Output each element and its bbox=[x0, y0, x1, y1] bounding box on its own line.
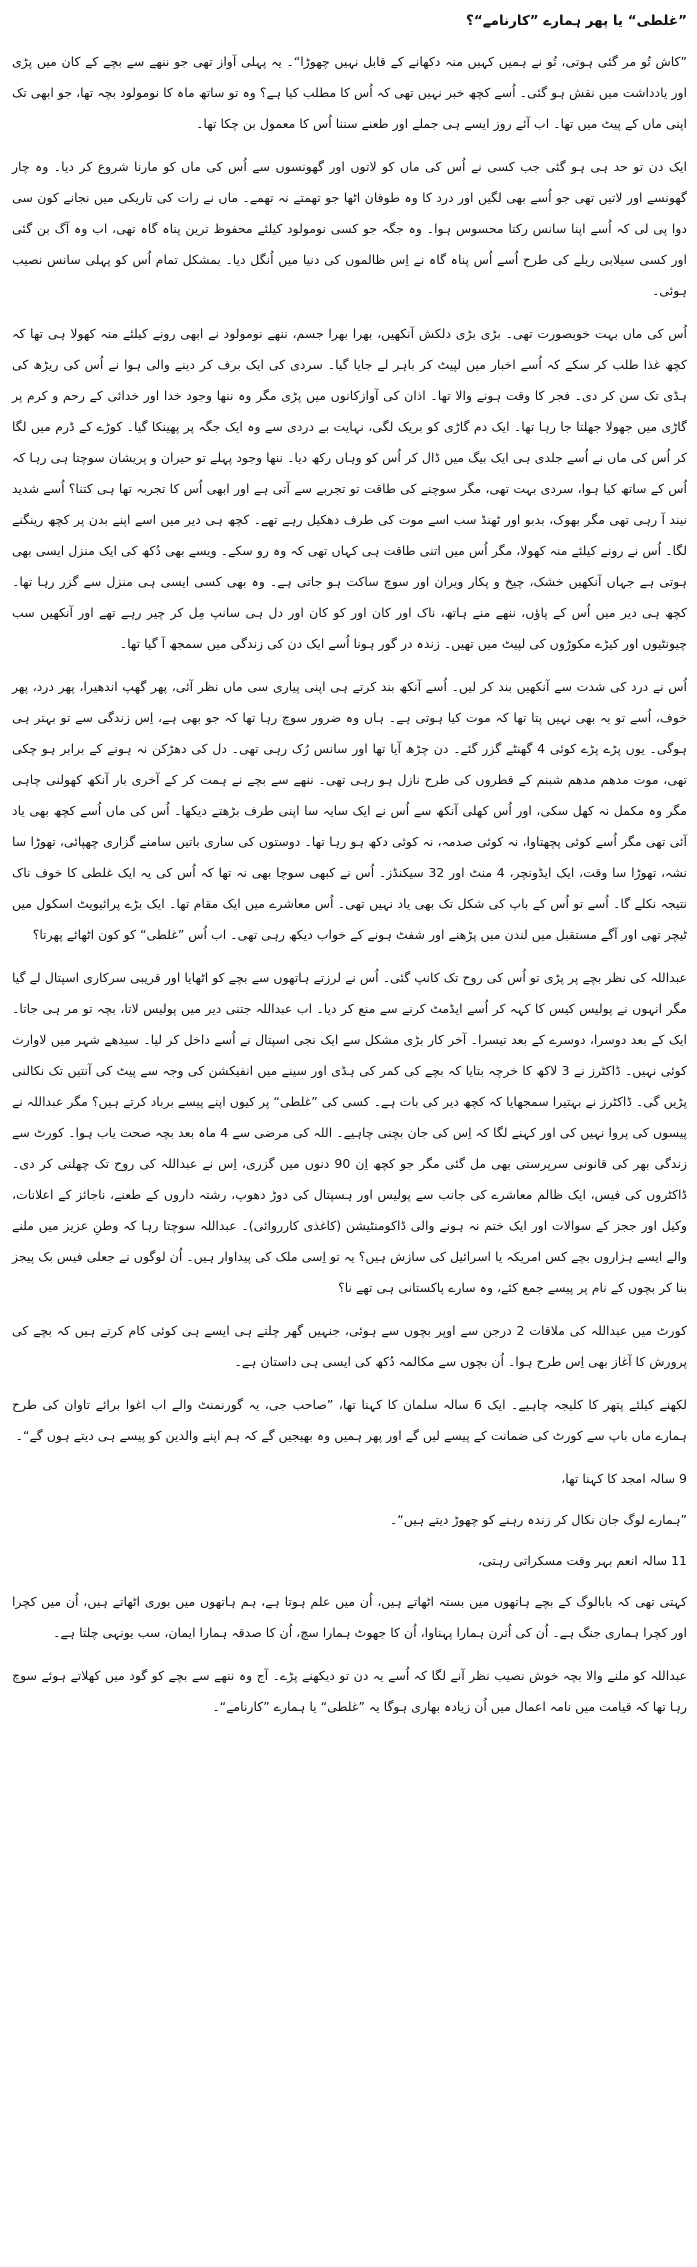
paragraph-1: ”کاش تُو مر گئی ہوتی، تُو نے ہمیں کہیں منہ دکھانے کے قابل نہیں چھوڑا“۔ یہ پہلی آواز تھی جو ننھے سے بچے کے کان میں پڑی اور یادداشت میں نقش ہو گئی۔ اُسے کچھ خبر نہیں تھی کہ اُس کا مطلب کیا ہے؟ وہ تو ساتھ ماہ کا نومولود بچہ تھا، جو ابھی تک اپنی ماں کے پیٹ میں تھا۔ اب آئے روز ایسے ہی جملے اور طعنے سننا اُس کا معمول بن چکا تھا۔ bbox=[12, 54, 687, 131]
paragraph-3: اُس کی ماں بہت خوبصورت تھی۔ بڑی بڑی دلکش آنکھیں، بھرا بھرا جسم، ننھے نومولود نے ابھی رونے کیلئے منہ کھولا ہی تھا کہ کچھ غذا طلب کر سکے کہ اُسے اخبار میں لپیٹ کر باہر لے جایا گیا۔ سردی کی ایک برف کر دینے والی ہوا نے اُس کی ریڑھ کی ہڈی تک سن کر دی۔ فجر کا وقت ہونے والا تھا۔ اذان کی آوازکانوں میں پڑی مگر وہ ننھا وجود خدا اور خدائی کے رحم و کرم پر گاڑی میں جھولا جھلتا جا رہا تھا۔ ایک دم گاڑی کو بریک لگی، نہایت بے دردی سے وہ ایک جگہ پر پھینکا گیا۔ کوڑے کے ڈرم میں لگا کر اُس کی ماں نے اُسے جلدی ہی ایک بیگ میں ڈال کر اُس کو وہاں رکھ دیا۔ ننھا وجود پہلے تو حیران و پریشان سوچتا ہی رہا کہ اُس کے ساتھ کیا ہوا، سردی بہت تھی، مگر سوچنے کی طاقت تو تجربے سے آتی ہے اور ابھی اُس کا تجربہ تھا ہی کتنا؟ اُسے شدید نیند آ رہی تھی مگر بھوک، بدبو اور ٹھنڈ سب اسے موت کی طرف دھکیل رہے تھے۔ کچھ ہی دیر میں اسے اپنے بدن پر کچھ رینگنے لگا۔ اُس نے رونے کیلئے منہ کھولا، مگر اُس میں اتنی طاقت ہی کہاں تھی کہ وہ رو سکے۔ ویسے بھی دُکھ کی ایک منزل ایسی بھی ہوتی ہے جہاں آنکھیں خشک، چیخ و پکار ویران اور سوچ ساکت ہو جاتی ہے۔ وہ بھی کسی ایسی ہی منزل سے گزر رہا تھا۔ کچھ ہی دیر میں اُس کے پاؤں، ننھے منے ہاتھ، ناک اور کان اور کو کان اور دل ہی سانپ مِل کر چیر رہے تھے اور آنکھیں سب چیونٹیوں اور کیڑے مکوڑوں کی لپیٹ میں تھیں۔ زندہ در گور ہونا اُسے ایک دن کی زندگی میں سمجھ آ گیا تھا۔ bbox=[12, 326, 687, 651]
paragraph-9: ”ہمارے لوگ جان نکال کر زندہ رہنے کو چھوڑ دیتے ہیں“۔ bbox=[389, 1512, 687, 1527]
article-title: ”غلطی“ یا پھر ہمارے ”کارنامے“؟ bbox=[466, 13, 687, 29]
paragraph-6: کورٹ میں عبداللہ کی ملاقات 2 درجن سے اوپر بچوں سے ہوئی، جنہیں گھر چلتے ہی ایسے ہی کوئی کام کرتے ہیں کہ بچے کی پرورش کا آغاز بھی اِس طرح ہوا۔ اُن بچوں سے مکالمہ دُکھ کی ایسی ہی داستان ہے۔ bbox=[12, 1323, 687, 1369]
paragraph-11: کہتی تھی کہ بابالوگ کے بچے ہاتھوں میں بستہ اٹھاتے ہیں، اُن میں علم ہوتا ہے، ہم ہاتھوں میں بوری اٹھاتے ہیں، اُن میں کچرا اور کچرا ہماری جنگ ہے۔ اُن کی اُترن ہمارا پہناوا، اُن کا جھوٹ ہمارا سچ، اُن کا صدقہ ہمارا ایمان، سب یونہی چلتا ہے۔ bbox=[12, 1594, 687, 1640]
paragraph-10: 11 سالہ انعم بہر وقت مسکراتی رہتی، bbox=[477, 1553, 687, 1568]
paragraph-2: ایک دن تو حد ہی ہو گئی جب کسی نے اُس کی ماں کو لاتوں اور گھونسوں سے اُس کی ماں کو مارنا شروع کر دیا۔ وہ چار گھونسے اور لاتیں تھی جو اُسے بھی لگیں اور درد کا وہ طوفان اٹھا جو تھمتے نہ تھمے۔ ماں نے رات کی تاریکی میں نجانے کون سی دوا پی لی کہ اُسے اپنا سانس رکتا محسوس ہوا۔ وہ جگہ جو کسی نومولود کیلئے محفوظ ترین پناہ گاہ تھی، اب وہ آگ بن گئی اور کسی سیلابی ریلے کی طرح اُسے اُس پناہ گاہ نے اِس ظالموں کی دنیا میں اُنگل دیا۔ بمشکل تمام اُس کو پہلی سانس نصیب ہوئی۔ bbox=[12, 159, 687, 298]
paragraph-4: اُس نے درد کی شدت سے آنکھیں بند کر لیں۔ اُسے آنکھ بند کرتے ہی اپنی پیاری سی ماں نظر آئی، پھر گھپ اندھیرا، پھر درد، پھر خوف، اُسے تو یہ بھی نہیں پتا تھا کہ موت کیا ہوتی ہے۔ ہاں وہ ضرور سوچ رہا تھا کہ جو بھی ہے، اِس زندگی سے تو بہتر ہی ہوگی۔ یوں پڑے پڑے کوئی 4 گھنٹے گزر گئے۔ دن چڑھ آیا تھا اور سانس رُک رہی تھی۔ دل کی دھڑکن نہ ہونے کے برابر ہو چکی تھی، موت مدھم مدھم شبنم کے قطروں کی طرح نازل ہو رہی تھی۔ ننھے سے بچے نے ہمت کر کے آخری بار آنکھ کھولنی چاہی مگر وہ مکمل نہ کھل سکی، اور اُس کھلی آنکھ سے اُس نے ایک سایہ سا اپنی طرف بڑھتے دیکھا۔ اُس کی ماں اُسے کچھ بھی یاد آئی تھی مگر اُسے کوئی پچھتاوا، نہ کوئی صدمہ، نہ کوئی دکھ ہو رہا تھا۔ دوستوں کی ساری باتیں سامنے گزاری چھپائی، تھوڑا سا نشہ، تھوڑا سا وقت، ایک ایڈونچر، 4 منٹ اور 32 سیکنڈز۔ اُس نے کبھی سوچا بھی نہ تھا کہ اُس کی یہ ایک غلطی کا خوف ناک نتیجہ نکلے گا۔ اُسے تو اُس کے باپ کی شکل تک بھی یاد نہیں تھی۔ اُس معاشرے میں ایک مقام تھا۔ ایک بڑے پرائیویٹ اسکول میں ٹیچر تھی اور آگے مستقبل میں لندن میں پڑھنے اور شفٹ ہونے کے خواب دیکھ رہی تھی۔ اب اُس ”غلطی“ کو کون اٹھائے پھرتا؟ bbox=[12, 679, 687, 942]
paragraph-8: 9 سالہ امجد کا کہنا تھا، bbox=[561, 1471, 687, 1486]
paragraph-7: لکھنے کیلئے پتھر کا کلیجہ چاہیے۔ ایک 6 سالہ سلمان کا کہنا تھا، ”صاحب جی، یہ گورنمنٹ والے اب اغوا برائے تاوان کی طرح ہمارے ماں باپ سے کورٹ کی ضمانت کے پیسے لیں گے اور پھر ہمیں وہ بھیجیں گے کہ ہم اپنے والدین کو پیسے ہی دیتے ہوں گے“۔ bbox=[12, 1397, 687, 1443]
paragraph-12: عبداللہ کو ملنے والا بچہ خوش نصیب نظر آنے لگا کہ اُسے یہ دن تو دیکھنے پڑے۔ آج وہ ننھے سے بچے کو گود میں کھلاتے ہوئے سوچ رہا تھا کہ قیامت میں نامہ اعمال میں اُن زیادہ بھاری ہوگا یہ ”غلطی“ یا ہمارے ”کارنامے“۔ bbox=[12, 1668, 687, 1714]
paragraph-5: عبداللہ کی نظر بچے پر پڑی تو اُس کی روح تک کانپ گئی۔ اُس نے لرزتے ہاتھوں سے بچے کو اٹھایا اور قریبی سرکاری اسپتال لے گیا مگر انہوں نے پولیس کیس کا کہہ کر اُسے ایڈمٹ کرنے سے منع کر دیا۔ اب عبداللہ جتنی دیر میں پولیس لاتا، بچہ تو مر ہی جاتا۔ ایک کے بعد دوسرا، دوسرے کے بعد تیسرا۔ آخر کار بڑی مشکل سے ایک نجی اسپتال نے اُسے داخل کر لیا۔ سیدھے شہر میں لاوارث کوئی نہیں۔ ڈاکٹرز نے 3 لاکھ کا خرچہ بتایا کہ بچے کی کمر کی ہڈی اور سینے میں انفیکشن کی وجہ سے پیٹ کی آنتیں تک نکالنی پڑیں گی۔ ڈاکٹرز نے بہتیرا سمجھایا کہ کچھ دیر کی بات ہے۔ کسی کی ”غلطی“ پر کیوں اپنے پیسے برباد کرتے ہیں؟ مگر عبداللہ نے پیسوں کی پروا نہیں کی اور کہنے لگا کہ اِس کی جان بچنی چاہیے۔ اللہ کی مرضی سے 4 ماہ بعد بچہ صحت یاب ہوا۔ کورٹ سے زندگی بھر کی قانونی سرپرستی بھی مل گئی مگر جو کچھ اِن 90 دنوں میں گزری، اِس نے عبداللہ کی روح تک چھلنی کر دی۔ ڈاکٹروں کی فیس، ایک ظالم معاشرے کی جانب سے پولیس اور ہسپتال کی دوڑ دھوپ، رشتہ داروں کے طعنے، ناجائز کے اعلانات، وکیل اور ججز کے سوالات اور ایک ختم نہ ہونے والی ڈاکومنٹیشن (کاغذی کارروائی)۔ عبداللہ سوچتا رہا کہ وطنِ عزیز میں ملنے والے ایسے ہزاروں بچے کس امریکہ یا اسرائیل کی سازش ہیں؟ یہ تو اِسی ملک کی پیداوار ہیں۔ اُن لوگوں نے جعلی فیس بک پیجز بنا کر بچوں کے نام پر پیسے جمع کئے، وہ سارے پاکستانی ہی تھے نا؟ bbox=[12, 970, 688, 1295]
